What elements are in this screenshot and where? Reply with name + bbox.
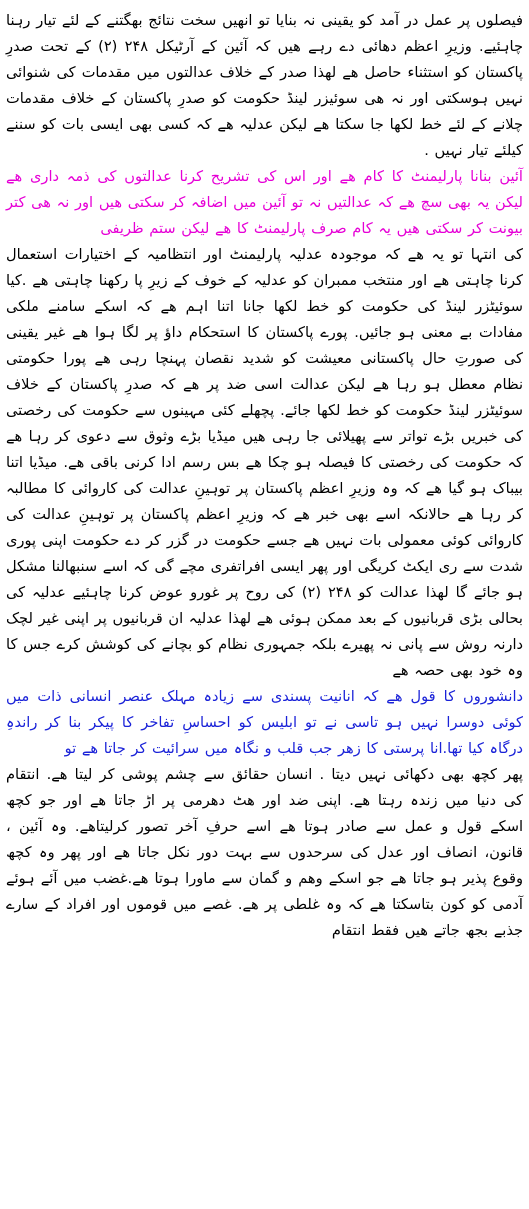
paragraph-constitution-highlight: آئین بنانا پارلیمنٹ کا کام ھے اور اس کی تشریح کرنا عدالتوں کی ذمہ داری ھے لیکن یہ بھی سچ ھے کہ عدالتیں نہ تو آئین میں اضافہ کر سکتی ھیں اور نہ ھی کتر بیونت کر سکتی ھیں یہ کام صرف پارلیمنٹ کا ھے لیکن ستم ظریفی [6,168,523,237]
paragraph-revenge: پھر کچھ بھی دکھائی نہیں دیتا . انسان حقائق سے چشم پوشی کر لیتا ھے. انتقام کی دنیا میں زندہ رہتا ھے. اپنی ضد اور ھٹ دھرمی پر اڑ جاتا ھے اور جو کچھ اسکے قول و عمل سے صادر ہوتا ھے اسے حرفِ آخر تصور کرلیتاھے. وہ آئین ، قانون، انصاف اور عدل کی سرحدوں سے بہت دور نکل جاتا ھے اور پھر وہ کچھ وقوع پذیر ہو جاتا ھے جو اسکے وھم و گمان سے ماورا ہوتا ھے.غضب میں آئے ہوئے آدمی کو کون بتاسکتا ھے کہ وہ غلطی پر ھے. غصے میں قوموں اور افراد کے سارے جذبے بجھ جاتے ھیں فقط انتقام [6,766,523,939]
paragraph-judiciary-government: کی انتہا تو یہ ھے کہ موجودہ عدلیہ پارلیمنٹ اور انتظامیہ کے اختیارات استعمال کرنا چاہتی ھے اور منتخب ممبران کو عدلیہ کے خوف کے زیرِ پا رکھنا چاہتی ھے .کیا سوئیٹزر لینڈ کی حکومت کو خط لکھا جانا اتنا اہم ھے کہ اسکے سامنے ملکی مفادات بے معنی ہو جائیں. پورے پاکستان کا استحکام داؤ پر لگا ہوا ھے غیر یقینی کی صورتِ حال پاکستانی معیشت کو شدید نقصان پہنچا رہی ھے پورا حکومتی نظام معطل ہو رہا ھے لیکن عدالت اسی ضد پر ھے کہ صدرِ پاکستان کے خلاف سوئیٹزر لینڈ حکومت کو خط لکھا جائے. پچھلے کئی مہینوں سے حکومت کی رخصتی کی خبریں بڑے تواتر سے پھیلائی جا رہی ھیں میڈیا بڑے وثوق سے دعوی کر رہا ھے کہ حکومت کی رخصتی کا فیصلہ ہو چکا ھے بس رسم ادا کرنی باقی ھے. میڈیا اتنا بیباک ہو گیا ھے کہ وہ وزیرِ اعظم پاکستان پر توہینِ عدالت کی کاروائی کا مطالبہ کر رہا ھے حالانکہ اسے بھی خبر ھے کہ وزیرِ اعظم پاکستان پر توہینِ عدالت کی کاروائی کوئی معمولی بات نہیں ھے جسے حکومت در گزر کر دے حکومت اپنی پوری شدت سے ری ایکٹ کریگی اور پھر ایسی افراتفری مچے گی کہ اسے سنبھالنا مشکل ہو جائے گا لھذا عدالت کو ۲۴۸ (۲) کی روح پر غورو عوض کرنا چاہئیے عدلیہ کی بحالی بڑی قربانیوں کے بعد ممکن ہوئی ھے لھذا عدلیہ ان قربانیوں پر اپنی غیر لچک دارنہ روش سے پانی نہ پھیرے بلکہ جمہوری نظام کو بچانے کی کوشش کرے جس کا وہ خود بھی حصہ ھے [6,246,524,679]
paragraph-ego-quote-highlight: دانشوروں کا قول ھے کہ انانیت پسندی سے زیادہ مہلک عنصر انسانی ذات میں کوئی دوسرا نہیں ہو تاسی نے تو ابلیس کو احساسِ تفاخر کا پیکر بنا کر راندہِ درگاہ کیا تھا.انا پرستی کا زھر جب قلب و نگاہ میں سرائیت کر جاتا ھے تو [6,688,523,757]
paragraph-court-orders: فیصلوں پر عمل در آمد کو یقینی نہ بنایا تو انھیں سخت نتائج بھگتنے کے لئے تیار رہنا چاہئیے. وزیرِ اعظم دھائی دے رہے ھیں کہ آئین کے آرٹیکل ۲۴۸ (۲) کے تحت صدرِ پاکستان کو استثناء حاصل ھے لھذا صدر کے خلاف عدالتوں میں مقدمات کی شنوائی نہیں ہوسکتی اور نہ ھی سوئیزر لینڈ حکومت کو صدرِ پاکستان کے خلاف مقدمات چلانے کے لئے خط لکھا جا سکتا ھے لیکن عدلیہ ھے کہ کسی بھی ایسی بات کو سننے کیلئے تیار نہیں . [6,12,523,159]
